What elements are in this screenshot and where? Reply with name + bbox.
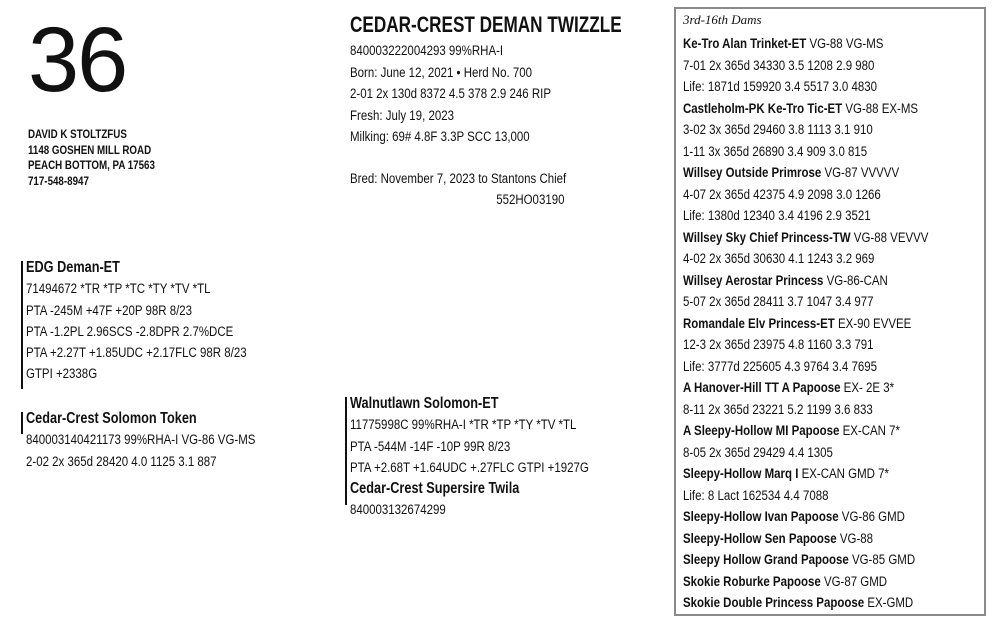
dam-ancestor-classification: EX-CAN 7*	[839, 423, 901, 438]
dam-ancestor-classification: EX-90 EVVEE	[834, 315, 912, 331]
dam-ancestor-row	[683, 592, 928, 614]
dam-ancestor-name: Sleepy Hollow Grand Papoose	[683, 552, 849, 567]
dam-ancestor-row	[683, 549, 928, 571]
dam-ancestor-row	[683, 270, 928, 292]
dam-name: Cedar-Crest Solomon Token	[26, 410, 197, 427]
dam-ancestor-name: Sleepy-Hollow Marq I	[683, 466, 799, 481]
consignor-info	[28, 128, 177, 190]
animal-record: 2-01 2x 130d 8372 4.5 378 2.9 246 RIP	[350, 86, 551, 101]
dam-ancestor-row	[683, 162, 928, 184]
lot-number: 36	[28, 9, 127, 111]
dam-record-line: 4-07 2x 365d 42375 4.9 2098 3.0 1266	[683, 186, 881, 202]
dam-ancestor-name: Skokie Double Princess Papoose	[683, 595, 865, 610]
dam-ancestor-classification: VG-88 EX-MS	[842, 100, 919, 116]
dam-line: 2-02 2x 365d 28420 4.0 1125 3.1 887	[26, 453, 217, 469]
dam-ancestor-classification: VG-86-CAN	[823, 272, 888, 288]
dam-ancestor-classification: EX- 2E 3*	[840, 380, 895, 395]
sire-line: PTA -1.2PL 2.96SCS -2.8DPR 2.7%DCE	[26, 323, 234, 339]
dam-record-line: 3-02 3x 365d 29460 3.8 1113 3.1 910	[683, 122, 873, 137]
dam-record-line: Life: 1380d 12340 3.4 4196 2.9 3521	[683, 208, 871, 223]
sire-line: GTPI +2338G	[26, 366, 98, 382]
dam-record-line: Life: 1871d 159920 3.4 5517 3.0 4830	[683, 79, 877, 94]
maternal-sire-line: 11775998C 99%RHA-I *TR *TP *TY *TV *TL	[350, 417, 577, 433]
granddam-registration: 840003132674299	[350, 502, 446, 518]
dam-block	[26, 408, 296, 472]
dam-record-line: 4-02 2x 365d 30630 4.1 1243 3.2 969	[683, 251, 875, 266]
consignor-phone: 717-548-8947	[28, 175, 89, 188]
sire-line: PTA +2.27T +1.85UDC +2.17FLC 98R 8/23	[26, 345, 247, 361]
animal-registration: 840003222004293 99%RHA-I	[350, 43, 504, 58]
dam-ancestor-name: Willsey Sky Chief Princess-TW	[683, 229, 851, 245]
dam-ancestor-name: Ke-Tro Alan Trinket-ET	[683, 36, 807, 51]
dam-ancestor-row	[683, 313, 928, 335]
consignor-address1: 1148 GOSHEN MILL ROAD	[28, 144, 152, 157]
dam-ancestor-name: Castleholm-PK Ke-Tro Tic-ET	[683, 100, 843, 116]
dam-ancestor-row	[683, 420, 928, 442]
dam-ancestor-row	[683, 98, 928, 120]
dam-ancestor-classification: VG-85 GMD	[848, 552, 916, 567]
dam-ancestor-row	[683, 463, 928, 485]
dam-ancestor-name: A Hanover-Hill TT A Papoose	[683, 380, 841, 395]
dam-ancestor-row	[683, 227, 928, 249]
dam-record-line: Life: 3777d 225605 4.3 9764 3.4 7695	[683, 358, 877, 374]
sire-line: PTA -245M +47F +20P 98R 8/23	[26, 302, 193, 318]
animal-info	[350, 40, 586, 148]
sire-block	[26, 257, 286, 385]
dam-ancestor-name: Sleepy-Hollow Ivan Papoose	[683, 509, 839, 524]
bred-code: 552HO03190	[496, 192, 565, 207]
dam-record-line: 12-3 2x 365d 23975 4.8 1160 3.3 791	[683, 337, 874, 352]
dam-record-line: Life: 8 Lact 162534 4.4 7088	[683, 487, 829, 503]
sire-line: 71494672 *TR *TP *TC *TY *TV *TL	[26, 281, 211, 297]
maternal-sire-line: PTA -544M -14F -10P 99R 8/23	[350, 438, 511, 454]
sire-name: EDG Deman-ET	[26, 259, 120, 276]
dam-record-line: 8-05 2x 365d 29429 4.4 1305	[683, 444, 833, 460]
pedigree-bracket	[345, 485, 347, 505]
dam-record-line: 8-11 2x 365d 23221 5.2 1199 3.6 833	[683, 401, 873, 417]
dam-ancestor-row	[683, 33, 928, 55]
dam-ancestor-row	[683, 506, 928, 528]
breeding-info	[350, 168, 604, 210]
dam-ancestor-name: Willsey Aerostar Princess	[683, 272, 824, 288]
animal-milking: Milking: 69# 4.8F 3.3P SCC 13,000	[350, 129, 530, 144]
dam-ancestor-classification: VG-87 GMD	[820, 573, 888, 589]
dam-ancestor-name: Romandale Elv Princess-ET	[683, 315, 835, 331]
dam-record-line: 1-11 3x 365d 26890 3.4 909 3.0 815	[683, 143, 868, 159]
maternal-sire-line: PTA +2.68T +1.64UDC +.27FLC GTPI +1927G	[350, 459, 589, 475]
dam-ancestor-name: Sleepy-Hollow Sen Papoose	[683, 530, 837, 546]
dam-record-line: 7-01 2x 365d 34330 3.5 1208 2.9 980	[683, 57, 875, 73]
dams-list	[683, 33, 972, 614]
dam-ancestor-classification: VG-88 VEVVV	[850, 229, 929, 245]
dam-ancestor-classification: VG-88	[836, 530, 874, 546]
dam-ancestor-classification: EX-CAN GMD 7*	[798, 466, 889, 481]
dams-heading: 3rd-16th Dams	[683, 12, 762, 27]
dam-ancestor-classification: EX-GMD	[864, 595, 914, 610]
animal-name: CEDAR-CREST DEMAN TWIZZLE	[350, 12, 622, 37]
consignor-address2: PEACH BOTTOM, PA 17563	[28, 160, 155, 172]
animal-fresh: Fresh: July 19, 2023	[350, 107, 454, 123]
dam-ancestor-row	[683, 377, 928, 399]
dam-ancestor-row	[683, 528, 928, 550]
dam-ancestor-classification: VG-87 VVVVV	[821, 165, 900, 180]
maternal-sire-name: Walnutlawn Solomon-ET	[350, 395, 499, 412]
dam-ancestor-name: A Sleepy-Hollow MI Papoose	[683, 423, 840, 438]
dam-line: 840003140421173 99%RHA-I VG-86 VG-MS	[26, 432, 256, 448]
dam-ancestor-row	[683, 571, 928, 593]
maternal-sire-block	[350, 393, 631, 521]
dam-ancestor-name: Willsey Outside Primrose	[683, 165, 822, 180]
dam-record-line: 5-07 2x 365d 28411 3.7 1047 3.4 977	[683, 294, 874, 309]
dam-ancestor-classification: VG-88 VG-MS	[806, 36, 884, 51]
bred-text: Bred: November 7, 2023 to Stantons Chief	[350, 171, 567, 186]
dam-ancestor-name: Skokie Roburke Papoose	[683, 573, 821, 589]
animal-born: Born: June 12, 2021 • Herd No. 700	[350, 64, 533, 80]
consignor-name: DAVID K STOLTZFUS	[28, 129, 127, 141]
granddam-name: Cedar-Crest Supersire Twila	[350, 480, 520, 498]
dam-ancestor-classification: VG-86 GMD	[838, 509, 905, 524]
